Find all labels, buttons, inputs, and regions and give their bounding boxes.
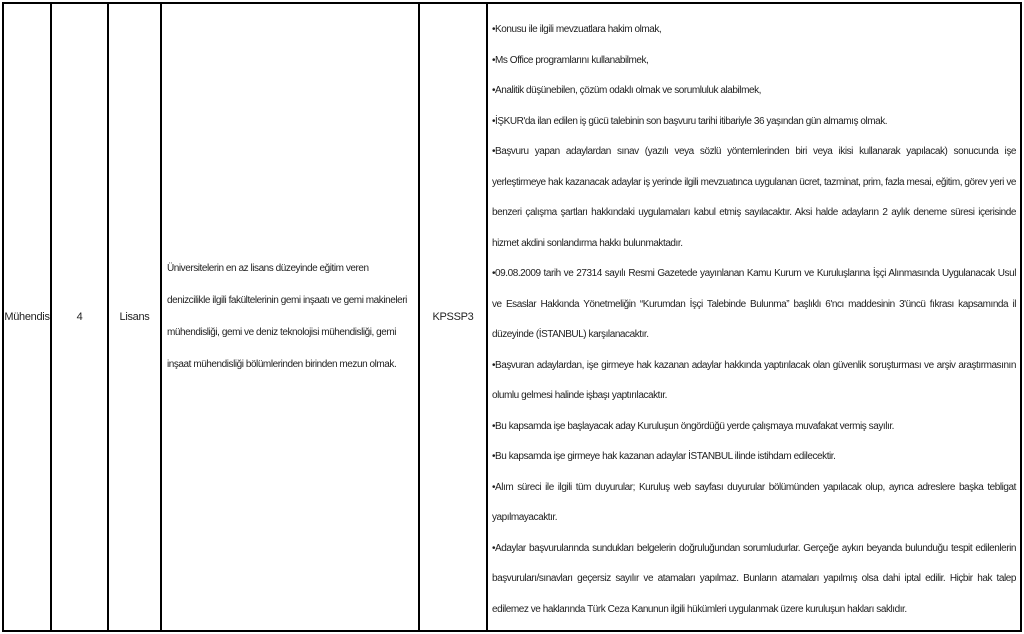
requirement-item: •Başvuru yapan adaylardan sınav (yazılı veya sözlü yöntemlerinden biri veya ikisi kullanarak yapılacak) sonucunda işe yerleştirmeye hak kazanacak adaylar iş yerinde ilgili mevzuatınca uygulanan ücret, tazminat, prim, fazla mesai, eğitim, görev yeri ve benzeri çalışma şartları hakkındaki uygulamaları kabul etmiş sayılacaktır. Aksi halde adayların 2 aylık deneme süresi içerisinde hizmet akdini sonlandırma hakkı bulunmaktadır. (492, 146, 1016, 249)
position-title: Mühendis (4, 311, 50, 323)
requirement-item: •Başvuran adaylardan, işe girmeye hak kazanan adaylar hakkında yaptırılacak olan güvenlik soruşturması ve arşiv araştırmasının olumlu gelmesi halinde işbaşı yaptırılacaktır. (492, 359, 1016, 401)
job-posting-table (2, 2, 1022, 632)
requirement-item: •Konusu ile ilgili mevzuatlara hakim olmak, (492, 24, 662, 35)
education-requirement-cell (162, 4, 420, 630)
requirement-item: •Adaylar başvurularında sundukları belgelerin doğruluğundan sorumludurlar. Gerçeğe aykırı beyanda bulunduğu tespit edilenlerin başvuruları/sınavları geçersiz sayılır ve atamaları yapılmaz. Bunların atamaları yapılmış olsa dahi iptal edilir. Hiçbir hak talep edilemez ve haklarında Türk Ceza Kanunun ilgili hükümleri uygulanmak üzere kuruluşun hakları saklıdır. (492, 542, 1016, 615)
requirement-item: •Alım süreci ile ilgili tüm duyurular; Kuruluş web sayfası duyurular bölümünden yapılacak olup, ayrıca adreslere başka tebligat yapılmayacaktır. (492, 481, 1016, 523)
requirement-item: •Analitik düşünebilen, çözüm odaklı olmak ve sorumluluk alabilmek, (492, 85, 761, 96)
education-requirement-text: Üniversitelerin en az lisans düzeyinde eğitim veren denizcilikle ilgili fakültelerinin gemi inşaatı ve gemi makineleri mühendisliği, gemi ve deniz teknolojisi mühendisliği, gemi inşaat mühendisliği bölümlerinden birinden mezun olmak. (167, 263, 407, 370)
requirement-item: •Ms Office programlarını kullanabilmek, (492, 54, 649, 66)
position-cell (4, 4, 52, 630)
quota-value: 4 (76, 311, 83, 323)
requirement-item: •Bu kapsamda işe başlayacak aday Kuruluşun öngördüğü yerde çalışmaya muvafakat vermiş sayılır. (492, 420, 894, 432)
education-level-value: Lisans (119, 311, 150, 323)
requirement-item: •Bu kapsamda işe girmeye hak kazanan adaylar İSTANBUL ilinde istihdam edilecektir. (492, 451, 836, 462)
education-level-cell (109, 4, 162, 630)
quota-cell (52, 4, 109, 630)
exam-score-value: KPSSP3 (432, 311, 474, 323)
requirements-cell (488, 4, 1020, 630)
requirement-item: •09.08.2009 tarih ve 27314 sayılı Resmi Gazetede yayınlanan Kamu Kurum ve Kuruluşlarına İşçi Alınmasında Uygulanacak Usul ve Esaslar Hakkında Yönetmeliğin “Kurumdan İşçi Talebinde Bulunma” başlıklı 6'ncı maddesinin 3'üncü fıkrası kapsamında il düzeyinde (İSTANBUL) karşılanacaktır. (492, 268, 1016, 340)
requirement-item: •İŞKUR'da ilan edilen iş gücü talebinin son başvuru tarihi itibariyle 36 yaşından gün almamış olmak. (492, 115, 888, 127)
exam-score-cell (420, 4, 488, 630)
